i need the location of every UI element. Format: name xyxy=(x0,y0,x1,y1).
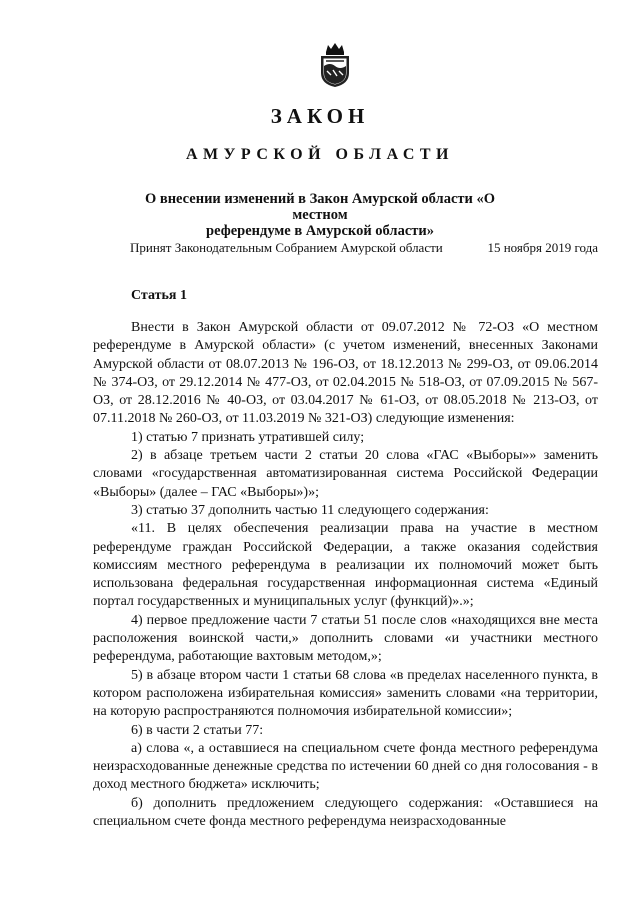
article-heading: Статья 1 xyxy=(131,288,187,303)
article-paragraph: 5) в абзаце втором части 1 статьи 68 слова «в пределах населенного пункта, в котором расположена избирательная комиссия» заменить словами «на территории, на которую распространяются полномочия избирательной комиссии»; xyxy=(93,667,598,720)
article-paragraph: «11. В целях обеспечения реализации права на участие в местном референдуме граждан Российской Федерации, а также оказания содействия комиссиям местного референдума в реализации их полномочий может быть использована федеральная государственная информационная система «Единый портал государственных и муниципальных услуг (функций)».»; xyxy=(93,521,598,610)
article-body xyxy=(93,319,598,831)
article-paragraph: 3) статью 37 дополнить частью 11 следующего содержания: xyxy=(131,502,489,518)
law-subject xyxy=(120,191,520,239)
law-subject-line: референдуме в Амурской области» xyxy=(206,223,434,239)
article-paragraph: 6) в части 2 статьи 77: xyxy=(131,722,264,738)
article-paragraph: б) дополнить предложением следующего содержания: «Оставшиеся на специальном счете фонда местного референдума неизрасходованные xyxy=(93,795,598,830)
document-title: ЗАКОН xyxy=(270,104,370,128)
article-paragraph: 1) статью 7 признать утратившей силу; xyxy=(131,429,365,445)
law-subject-line: О внесении изменений в Закон Амурской области «О местном xyxy=(144,191,496,223)
adoption-text: Принят Законодательным Собранием Амурской области xyxy=(130,240,443,255)
article-paragraph: а) слова «, а оставшиеся на специальном счете фонда местного референдума неизрасходованные денежные средства по истечении 60 дней со дня голосования - в доход местного бюджета» исключить; xyxy=(93,740,598,793)
article-paragraph: Внести в Закон Амурской области от 09.07.2012 № 72-ОЗ «О местном референдуме в Амурской области» (с учетом изменений, внесенных Законами Амурской области от 08.07.2013 № 196-ОЗ, от 18.12.2013 № 299-ОЗ, от 09.06.2014 № 374-ОЗ, от 29.12.2014 № 477-ОЗ, от 02.04.2015 № 518-ОЗ, от 07.09.2015 № 567-ОЗ, от 28.12.2016 № 40-ОЗ, от 03.04.2017 № 61-ОЗ, от 08.05.2018 № 213-ОЗ, от 07.11.2018 № 260-ОЗ, от 11.03.2019 № 321-ОЗ) следующие изменения: xyxy=(93,320,598,427)
adoption-line xyxy=(130,240,598,256)
amur-oblast-coat-of-arms-icon xyxy=(318,42,352,88)
article-paragraph: 4) первое предложение части 7 статьи 51 после слов «находящихся вне места расположения воинской части,» дополнить словами «и участники местного референдума, работающие вахтовым методом,»; xyxy=(93,612,598,665)
article-paragraph: 2) в абзаце третьем части 2 статьи 20 слова «ГАС «Выборы»» заменить словами «государственная автоматизированная система Российской Федерации «Выборы» (далее – ГАС «Выборы»)»; xyxy=(93,448,598,500)
adoption-date: 15 ноября 2019 года xyxy=(487,240,598,255)
document-subtitle: АМУРСКОЙ ОБЛАСТИ xyxy=(186,146,454,163)
